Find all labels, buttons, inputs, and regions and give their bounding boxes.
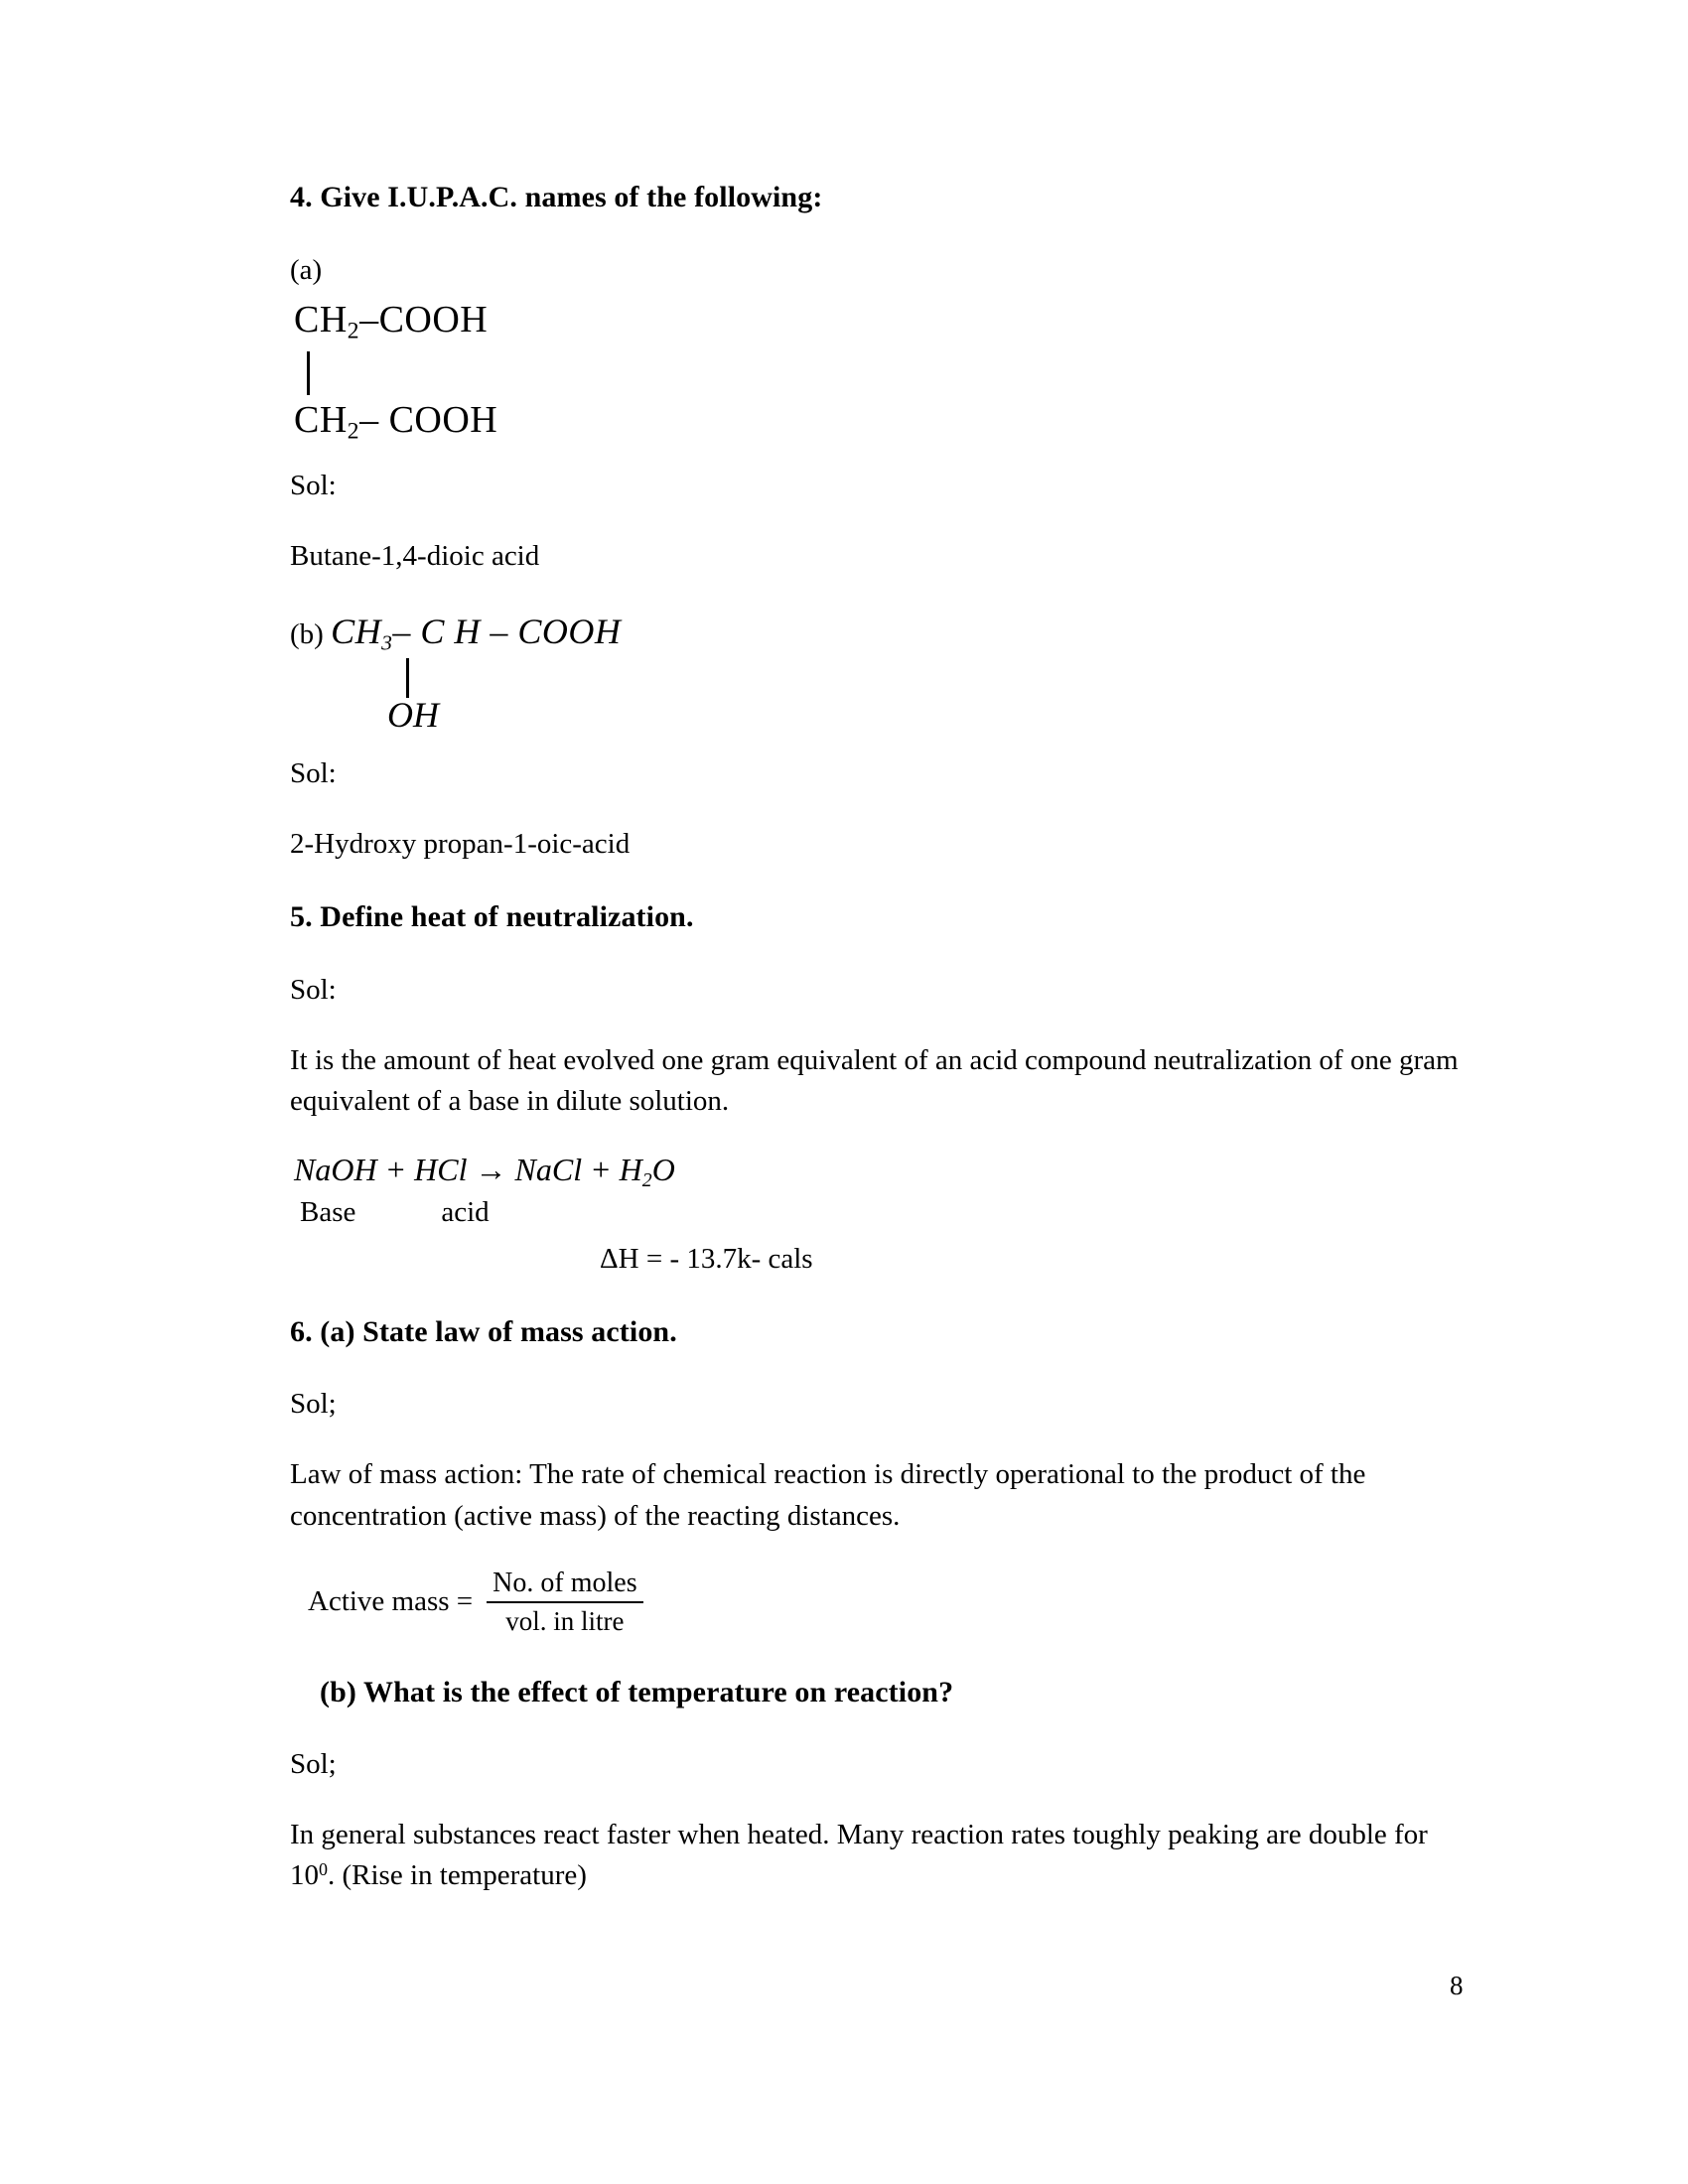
question-5-answer-line-2: of one gram equivalent of a base in dilute solution.	[290, 1043, 1459, 1117]
vertical-bond-icon	[307, 351, 310, 395]
equation-left: NaOH + HCl	[294, 1152, 468, 1187]
question-6b-heading: (b) What is the effect of temperature on reaction?	[320, 1675, 954, 1708]
question-4b-sol-label: Sol:	[290, 756, 337, 789]
active-mass-fraction	[487, 1567, 642, 1638]
structure-row-bottom-rest: – COOH	[359, 398, 498, 441]
question-6b-answer-line-2-pre: double for 10	[290, 1819, 1428, 1892]
structure-row-top-rest: –COOH	[359, 298, 489, 341]
vertical-bond-icon	[406, 658, 409, 698]
question-6a-heading: 6. (a) State law of mass action.	[290, 1314, 677, 1348]
structure-b-hydroxyl-group: OH	[387, 694, 439, 735]
question-4-heading: 4. Give I.U.P.A.C. names of the following:	[290, 181, 823, 213]
chemical-structure-butanedioic-acid	[290, 298, 1472, 445]
question-5-heading: 5. Define heat of neutralization.	[290, 900, 694, 934]
question-5-answer-line-1: It is the amount of heat evolved one gram equivalent of an acid compound neutralization	[290, 1043, 1313, 1076]
question-4a-sol-label: Sol:	[290, 469, 337, 501]
fraction-denominator: vol. in litre	[505, 1605, 625, 1636]
enthalpy-change-value: ΔH = - 13.7k- cals	[600, 1242, 813, 1275]
structure-b-main-line	[290, 611, 621, 655]
legend-acid: acid	[441, 1195, 490, 1228]
page-content	[290, 179, 1472, 1931]
question-4a-answer: Butane-1,4-dioic acid	[290, 539, 540, 572]
question-4-part-a-label: (a)	[290, 253, 323, 286]
question-4b-answer: 2-Hydroxy propan-1-oic-acid	[290, 827, 631, 860]
structure-row-bottom-subscript: 2	[347, 418, 360, 445]
structure-row-bottom	[294, 398, 1472, 445]
question-5-answer	[290, 1040, 1472, 1122]
structure-b-formula	[331, 611, 622, 655]
structure-b-rest: – C H – COOH	[392, 611, 622, 651]
question-4-part-b-label: (b)	[290, 617, 324, 650]
equation-right-subscript: 2	[641, 1168, 652, 1191]
structure-b-prefix: CH	[331, 611, 382, 651]
question-5-sol-label: Sol:	[290, 973, 337, 1006]
structure-b-subscript: 3	[381, 630, 393, 655]
equation-right-a: NaCl + H	[514, 1152, 642, 1187]
equation-legend	[290, 1196, 1472, 1229]
question-6a-answer-line-2: the concentration (active mass) of the reacting distances.	[290, 1458, 1366, 1532]
structure-row-top	[294, 298, 1472, 344]
chemical-structure-lactic-acid	[290, 611, 1472, 735]
active-mass-label: Active mass =	[308, 1585, 474, 1618]
question-6b-answer	[290, 1815, 1472, 1896]
question-6b-answer-line-1: In general substances react faster when heated. Many reaction rates toughly peaking are	[290, 1819, 1302, 1851]
equation-right-b: O	[651, 1152, 675, 1187]
legend-base: Base	[300, 1195, 356, 1228]
structure-row-top-prefix: CH	[294, 298, 348, 341]
reaction-arrow-icon: →	[475, 1152, 507, 1187]
question-6a-answer-line-1: Law of mass action: The rate of chemical reaction is directly operational to the product of	[290, 1458, 1324, 1491]
structure-row-top-subscript: 2	[347, 318, 360, 344]
question-6a-answer	[290, 1454, 1472, 1536]
fraction-numerator: No. of moles	[487, 1567, 642, 1603]
page-number: 8	[1450, 1971, 1464, 2000]
structure-row-bottom-prefix: CH	[294, 398, 348, 441]
question-6b-answer-line-2-post: . (Rise in temperature)	[327, 1859, 587, 1892]
question-6b-sol-label: Sol;	[290, 1748, 337, 1781]
neutralization-equation	[290, 1152, 1472, 1192]
degree-superscript: 0	[319, 1859, 328, 1880]
active-mass-formula	[290, 1567, 1472, 1638]
question-6a-sol-label: Sol;	[290, 1388, 337, 1421]
